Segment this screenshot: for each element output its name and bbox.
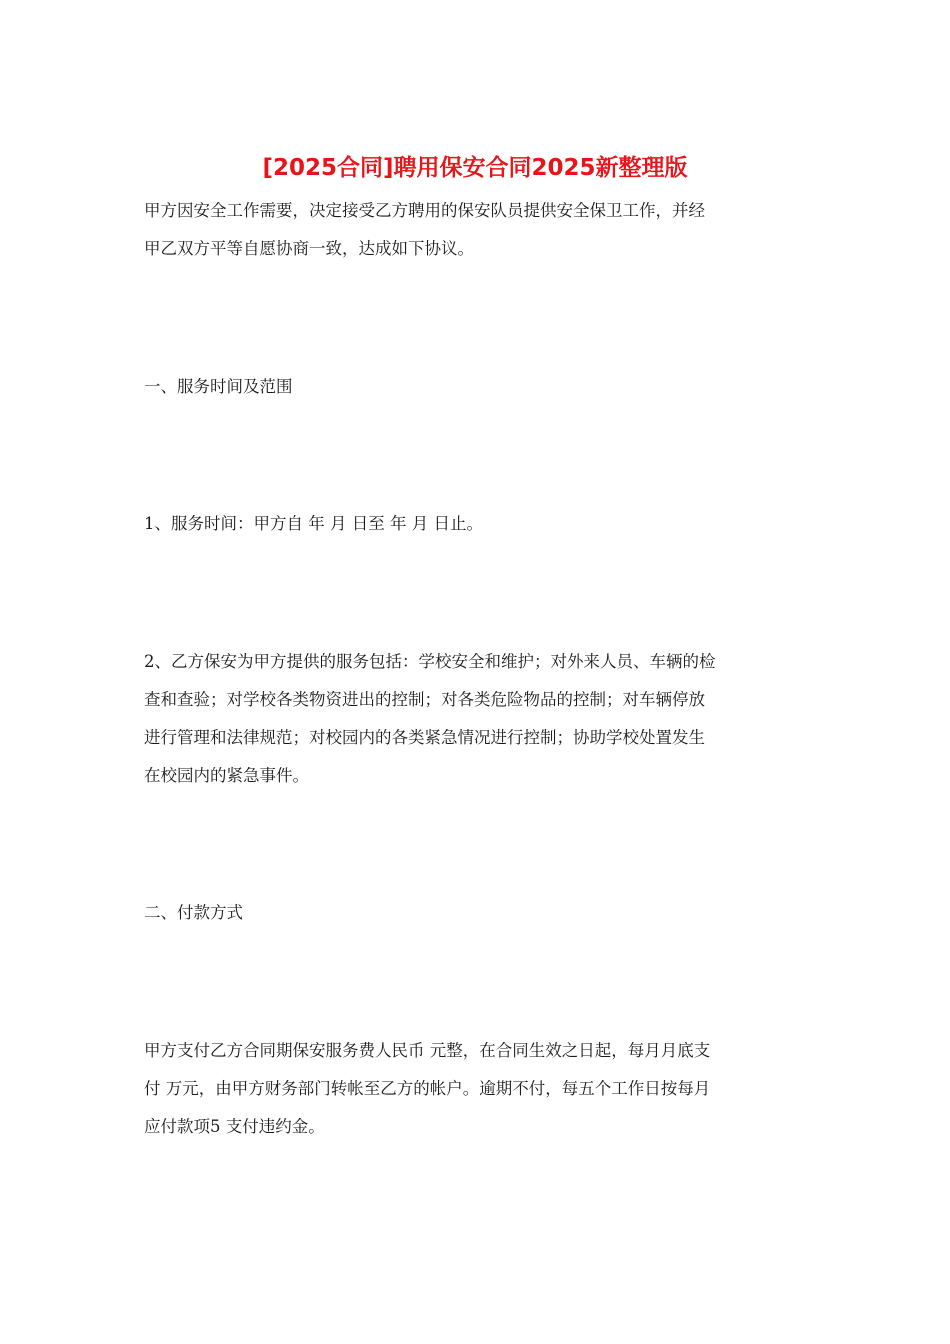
item-service-time: 1、服务时间：甲方自 年 月 日至 年 月 日止。	[144, 514, 483, 533]
intro-paragraph	[144, 192, 812, 268]
item-line: 2、乙方保安为甲方提供的服务包括：学校安全和维护；对外来人员、车辆的检	[144, 652, 716, 671]
item-line: 查和查验；对学校各类物资进出的控制；对各类危险物品的控制；对车辆停放	[144, 690, 705, 709]
payment-line: 甲方支付乙方合同期保安服务费人民币 元整，在合同生效之日起，每月月底支	[144, 1041, 711, 1060]
intro-line: 甲方因安全工作需要，决定接受乙方聘用的保安队员提供安全保卫工作，并经	[144, 201, 705, 220]
item-service-scope	[144, 643, 812, 795]
section-heading-payment: 二、付款方式	[144, 903, 243, 922]
item-line: 进行管理和法律规范；对校园内的各类紧急情况进行控制；协助学校处置发生	[144, 728, 705, 747]
section-heading-service: 一、服务时间及范围	[144, 377, 293, 396]
document-title: [2025合同]聘用保安合同2025新整理版	[262, 155, 688, 181]
intro-line: 甲乙双方平等自愿协商一致，达成如下协议。	[144, 239, 474, 258]
payment-line: 应付款项5 支付违约金。	[144, 1117, 325, 1136]
payment-line: 付 万元，由甲方财务部门转帐至乙方的帐户。逾期不付，每五个工作日按每月	[144, 1079, 711, 1098]
payment-paragraph	[144, 1032, 812, 1146]
item-line: 在校园内的紧急事件。	[144, 766, 309, 785]
